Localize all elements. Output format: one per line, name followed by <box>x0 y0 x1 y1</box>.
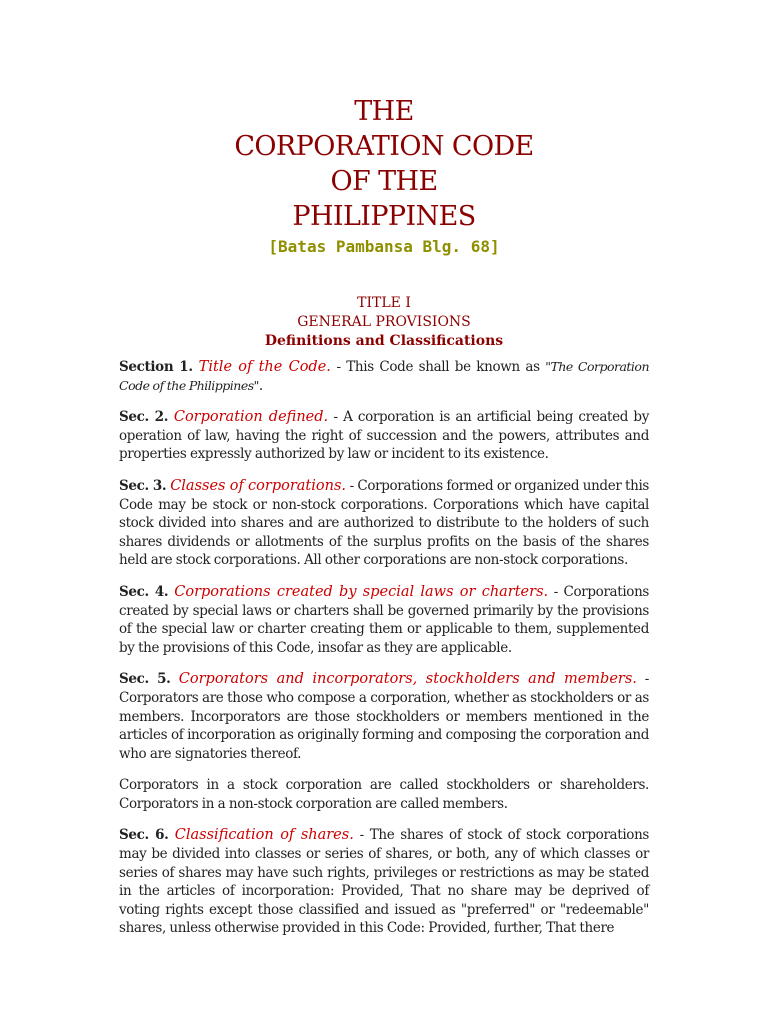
section-caption: Corporations created by special laws or charters. <box>174 583 549 600</box>
document-page <box>119 0 649 951</box>
title-line: CORPORATION CODE <box>234 131 534 162</box>
section-caption: Corporators and incorporators, stockholders and members. <box>178 671 637 688</box>
document-subtitle: [Batas Pambansa Blg. 68] <box>268 237 500 256</box>
sections-body <box>119 358 649 938</box>
title-line: PHILIPPINES <box>292 201 476 232</box>
section-text: Corporations formed or organized under this Code may be stock or non-stock corporations. Corporations which have capital stock divided into shares and are authorized to distribute to the holders of such shares dividends or allotments of the surplus profits on the basis of the shares held are stock corporations. All other corporations are non-stock corporations. <box>119 477 649 569</box>
section-paragraph: Section 1. Title of the Code. - This Code shall be known as "The Corporation Code of the Philippines". <box>119 359 650 394</box>
section-label: Sec. 5 <box>119 671 167 688</box>
section-label: Sec. 3 <box>119 477 162 494</box>
section-label: Sec. 4 <box>119 583 164 600</box>
plain-paragraph: Corporators in a stock corporation are called stockholders or shareholders. Corporators in a non-stock corporation are called members. <box>119 777 649 812</box>
section-caption: Corporation defined. <box>173 409 329 426</box>
title-line: OF THE <box>330 166 438 197</box>
section-caption: Title of the Code. <box>198 359 331 375</box>
title-line: THE <box>354 96 414 127</box>
title-heading-block <box>119 294 649 351</box>
section-paragraph: Sec. 4. Corporations created by special laws or charters. - Corporations created by special laws or charters shall be governed primarily by the provisions of the special law or charter creating them or applicable to them, supplemented by the provisions of this Code, insofar as they are applicable. <box>119 583 649 656</box>
section-paragraph: Sec. 6. Classification of shares. - The shares of stock of stock corporations may be divided into classes or series of shares, or both, any of which classes or series of shares may have such rights, privileges or restrictions as may be stated in the articles of incorporation: Provided, That no share may be deprived of voting rights except those classified and issued as "preferred" or "redeemable" shares, unless otherwise provided in this Code: Provided, further, That there <box>119 827 649 937</box>
section-paragraph: Sec. 5. Corporators and incorporators, stockholders and members. - Corporators are those who compose a corporation, whether as stockholders or as members. Incorporators are those stockholders or members mentioned in the articles of incorporation as originally forming and composing the corporation and who are signatories thereof. <box>119 671 649 762</box>
section-paragraph: Sec. 3. Classes of corporations. - Corporations formed or organized under this Code may be stock or non-stock corporations. Corporations which have capital stock divided into shares and are authorized to distribute to the holders of such shares dividends or allotments of the surplus profits on the basis of the shares held are stock corporations. All other corporations are non-stock corporations. <box>119 477 649 569</box>
section-text: The shares of stock of stock corporations may be divided into classes or series of shares, or both, any of which classes or series of shares may have such rights, privileges or restrictions as may be stated in the articles of incorporation: Provided, That no share may be deprived of voting rights except those classified and issued as "preferred" or "redeemable" shares, unless otherwise provided in this Code: Provided, further, That there <box>119 827 649 937</box>
section-label: Section 1 <box>119 359 189 375</box>
document-title <box>119 0 649 234</box>
title-number-heading: TITLE I <box>357 295 411 311</box>
section-text: Corporations created by special laws or charters shall be governed primarily by the provisions of the special law or charter creating them or applicable to them, supplemented by the provisions of this Code, insofar as they are applicable. <box>119 583 649 656</box>
general-provisions-heading: GENERAL PROVISIONS <box>297 314 471 330</box>
section-caption: Classification of shares. <box>174 827 354 844</box>
section-text: A corporation is an artificial being created by operation of law, having the right of succession and the powers, attributes and properties expressly authorized by law or incident to its existence. <box>119 409 649 463</box>
section-text: Corporators are those who compose a corporation, whether as stockholders or as members. Incorporators are those stockholders or members mentioned in the articles of incorporation as originally forming and composing the corporation and who are signatories thereof. <box>119 689 649 762</box>
section-caption: Classes of corporations. <box>170 477 346 494</box>
definitions-heading: Definitions and Classifications <box>264 333 504 349</box>
section-label: Sec. 2 <box>119 409 164 426</box>
section-label: Sec. 6 <box>119 827 165 844</box>
section-paragraph: Sec. 2. Corporation defined. - A corporation is an artificial being created by operation of law, having the right of succession and the powers, attributes and properties expressly authorized by law or incident to its existence. <box>119 409 649 463</box>
section-quote: "The Corporation Code of the Philippines" <box>119 359 650 393</box>
section-text: This Code shall be known as <box>346 359 546 375</box>
